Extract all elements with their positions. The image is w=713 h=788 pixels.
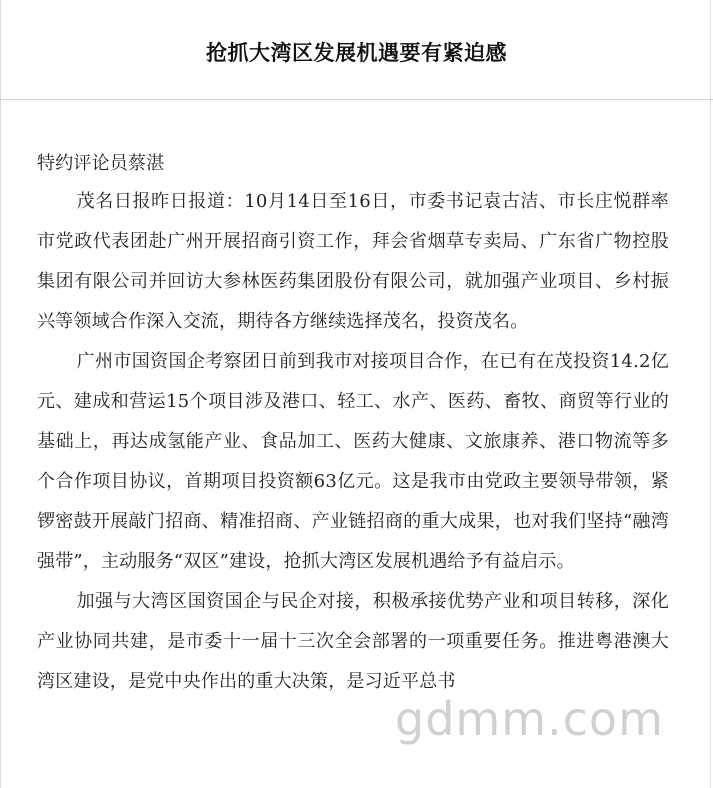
article-byline: 特约评论员蔡湛 <box>37 153 165 174</box>
article-title: 抢抓大湾区发展机遇要有紧迫感 <box>206 40 507 65</box>
article-paragraph: 广州市国资国企考察团日前到我市对接项目合作，在已有在茂投资14.2亿元、建成和营运15个项目涉及港口、轻工、水产、医药、畜牧、商贸等行业的基础上，再达成氢能产业、食品加工、医药大健康、文旅康养、港口物流等多个合作项目协议，首期项目投资额63亿元。这是我市由党政主要领导带领，紧锣密鼓开展敲门招商、精准招商、产业链招商的重大成果，也对我们坚持“融湾强带”，主动服务“双区”建设，抢抓大湾区发展机遇给予有益启示。 <box>37 351 669 572</box>
site-watermark: gdmm.com <box>395 692 664 746</box>
article-header <box>0 0 713 100</box>
article-paragraph: 加强与大湾区国资国企与民企对接，积极承接优势产业和项目转移，深化产业协同共建，是市委十一届十三次全会部署的一项重要任务。推进粤港澳大湾区建设，是党中央作出的重大决策，是习近平总书 <box>37 591 669 692</box>
article-body <box>37 146 669 702</box>
article-paragraph: 茂名日报昨日报道：10月14日至16日，市委书记袁古洁、市长庄悦群率市党政代表团赴广州开展招商引资工作，拜会省烟草专卖局、广东省广物控股集团有限公司并回访大参林医药集团股份有限公司，就加强产业项目、乡村振兴等领域合作深入交流，期待各方继续选择茂名，投资茂名。 <box>37 191 669 332</box>
